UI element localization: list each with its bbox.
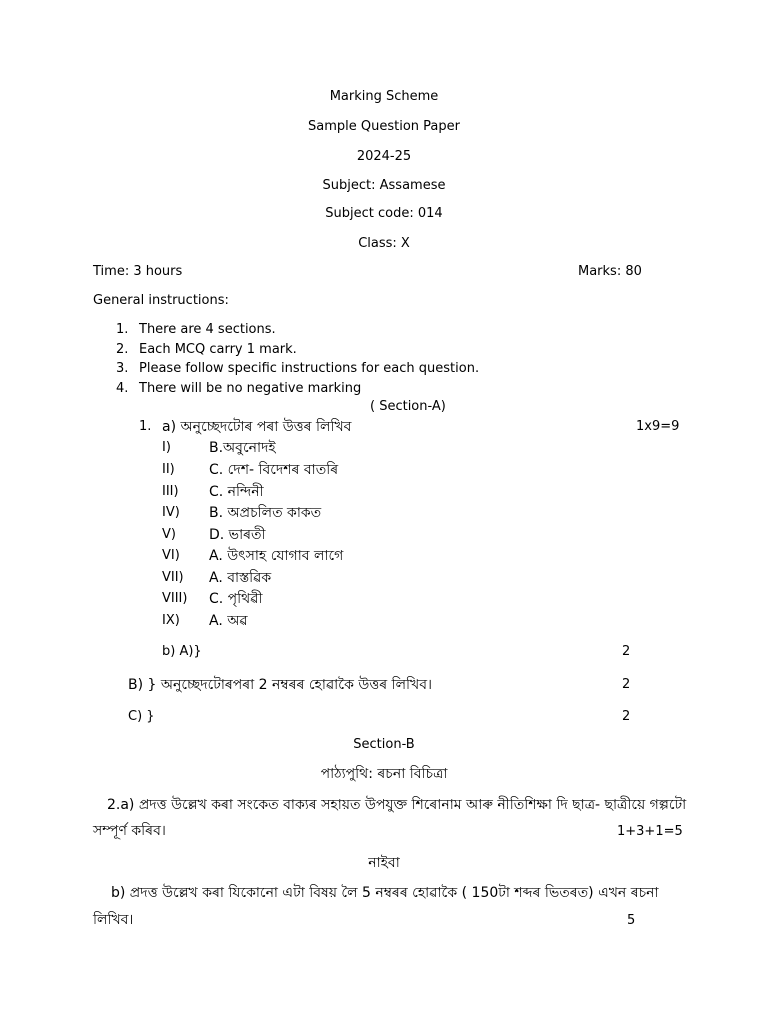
instruction-text: There are 4 sections. (139, 322, 276, 337)
instruction-text: There will be no negative marking (139, 381, 362, 396)
answer-roman: V) (162, 527, 176, 542)
answer-text: D. ভাৰতী (209, 527, 266, 543)
question-2a-text-cont: সম্পূৰ্ণ কৰিব। (93, 823, 166, 839)
section-b-heading: Section-B (353, 737, 415, 752)
question-1b-marks: 2 (622, 644, 631, 659)
section-a-heading: ( Section-A) (370, 399, 446, 414)
answer-text: B.অবুনোদই (209, 440, 276, 456)
answer-roman: VI) (162, 548, 180, 563)
question-2b-text: b) প্ৰদত্ত উল্লেখ কৰা যিকোনো এটা বিষয় লৈ 5 নম্বৰৰ হোৱাকৈ ( 150টা শব্দৰ ভিতৰত) এখন ৰচনা (111, 885, 659, 901)
question-b-marks: 2 (622, 677, 631, 692)
answer-text: C. দেশ- বিদেশৰ বাতৰি (209, 462, 339, 478)
instruction-number: 4. (116, 381, 129, 396)
question-2b-text-cont: লিখিব। (93, 912, 134, 928)
question-c-text: C) } (128, 709, 155, 724)
doc-class: Class: X (358, 236, 410, 251)
textbook-name: পাঠ্যপুথি: ৰচনা বিচিত্ৰা (320, 766, 448, 782)
doc-title: Marking Scheme (329, 89, 439, 104)
instruction-text: Please follow specific instructions for each question. (139, 361, 480, 376)
question-number: 1. (139, 419, 152, 434)
question-b-text: B) } অনুচ্ছেদটোৰপৰা 2 নম্বৰৰ হোৱাকৈ উত্তৰ লিখিব। (128, 677, 433, 693)
question-2b-marks: 5 (627, 913, 636, 928)
question-1b-text: b) A)} (162, 644, 202, 659)
answer-roman: I) (162, 440, 171, 455)
question-1a-text: a) অনুচ্ছেদটোৰ পৰা উত্তৰ লিখিব (162, 419, 352, 435)
doc-year: 2024-25 (356, 149, 412, 164)
instruction-number: 1. (116, 322, 129, 337)
answer-roman: VIII) (162, 591, 188, 606)
question-c-marks: 2 (622, 709, 631, 724)
instructions-heading: General instructions: (93, 293, 229, 308)
answer-text: A. উৎসাহ যোগাব লাগে (209, 548, 344, 564)
answer-text: C. নন্দিনী (209, 484, 264, 500)
doc-subject-code: Subject code: 014 (325, 206, 443, 221)
instruction-number: 2. (116, 342, 129, 357)
answer-text: A. বাস্তৱিক (209, 570, 272, 586)
doc-paper: Sample Question Paper (308, 119, 460, 134)
instruction-text: Each MCQ carry 1 mark. (139, 342, 297, 357)
answer-roman: II) (162, 462, 175, 477)
answer-roman: VII) (162, 570, 184, 585)
answer-text: C. পৃথিৱী (209, 591, 263, 607)
answer-text: B. অপ্ৰচলিত কাকত (209, 505, 322, 521)
time-label: Time: 3 hours (93, 264, 183, 279)
question-2a-text: 2.a) প্ৰদত্ত উল্লেখ কৰা সংকেত বাক্যৰ সহায়ত উপযুক্ত শিৰোনাম আৰু নীতিশিক্ষা দি ছাত্ৰ- ছাত্ৰীয়ে গল্পটো (107, 797, 687, 813)
answer-roman: IX) (162, 613, 180, 628)
question-2a-marks: 1+3+1=5 (617, 824, 683, 839)
doc-subject: Subject: Assamese (322, 178, 446, 193)
question-1a-marks: 1x9=9 (636, 419, 680, 434)
or-separator: নাইবা (368, 855, 400, 871)
instruction-number: 3. (116, 361, 129, 376)
answer-roman: III) (162, 484, 179, 499)
answer-text: A. অৱ (209, 613, 248, 629)
answer-roman: IV) (162, 505, 180, 520)
marks-label: Marks: 80 (578, 264, 642, 279)
